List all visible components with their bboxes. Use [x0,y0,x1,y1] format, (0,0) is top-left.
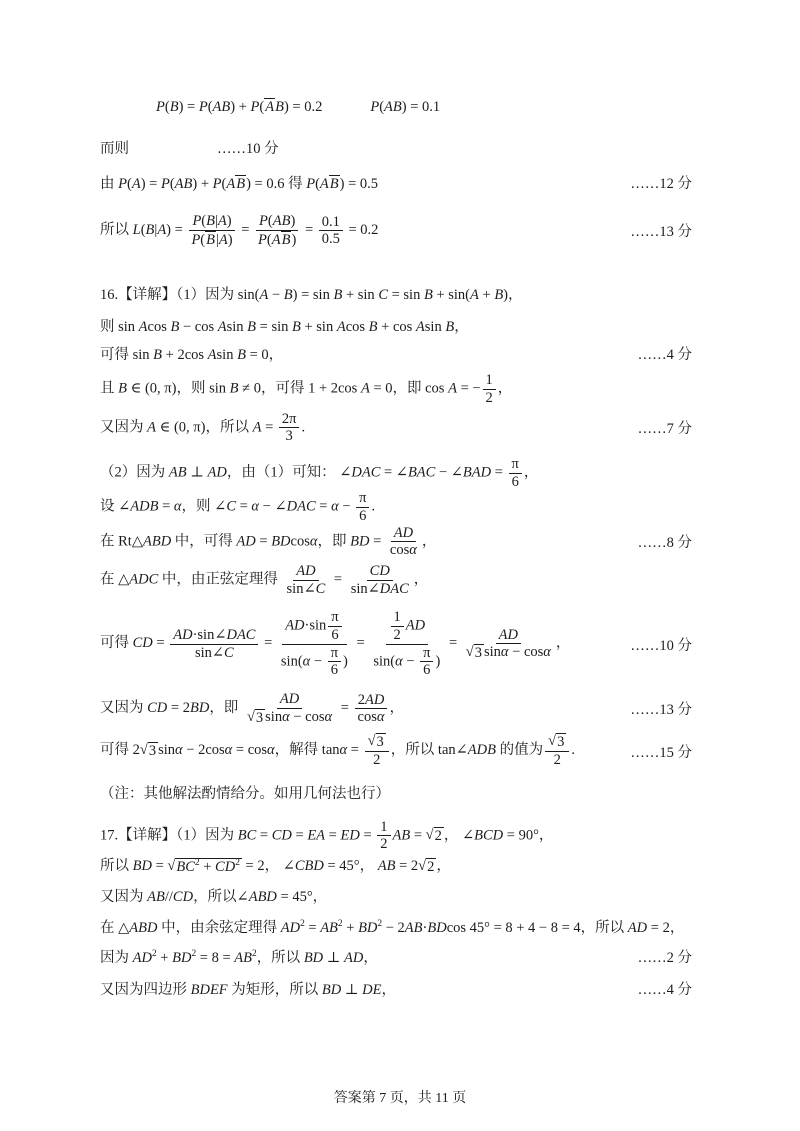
fraction: $\frac{\pi}{6}$ [356,490,369,524]
line-q16-p2-1 [100,456,720,490]
line-text: 又因为四边形 BDEF 为矩形，所以 BD ⊥ DE， [100,981,396,998]
overbar: B [236,175,246,192]
score-mark: ……4 分 [637,346,692,363]
line-q16-note [100,782,720,804]
radical: √ 3 [367,733,384,751]
line-q15-formula [100,96,720,118]
fraction: $\frac{1}{2}$ [391,609,404,643]
line-text: 因为 $AD^2 + BD^2 = 8 = AB^2$，所以 BD ⊥ AD， [100,948,378,966]
fraction: $\frac{\pi}{6}$ [509,456,522,490]
fraction: $\frac{AD}{\cos\alpha}$ [389,524,417,559]
fraction: $\frac{1}{2}$ [483,372,496,406]
line-text: P(B) = P(AB) + P(AB) = 0.2 [156,99,323,115]
score-mark: ……2 分 [637,949,692,966]
fraction: $\frac{P(B|A)}{P(B|A)}$ [191,213,233,248]
fraction: $\frac{AD}{\sin\angle C}$ [286,563,326,597]
score-mark: ……15 分 [630,744,692,761]
fraction: $\frac{CD}{\text{sin∠DAC}}$ [350,563,409,597]
line-text: 可得 sin B + 2cos Asin B = 0， [100,346,284,363]
line-q16-1 [100,282,720,304]
line-text: 在 Rt△ABD 中，可得 AD = BDcosα，即 BD = $\frac{AD}{\cos\alpha}$ ， [100,524,437,559]
line-text: 又因为 A ∈ (0, π)，所以 A = $\frac{2\pi}{3}$ . [100,410,306,445]
score-mark: ……8 分 [637,535,692,552]
line-q16-13pts [100,691,720,726]
fraction: $\frac{\pi}{6}$ [328,609,341,643]
line-text: 可得 2 √ 3 sinα − 2cosα = cosα，解得 tanα = √ 3 2 ，所以 tan∠ADB 的值为 √ 3 2 . [100,733,575,769]
line-q16-4pts [100,342,720,364]
line-text: 而则 [100,140,129,157]
fraction: AD √ 3 sinα − cosα [465,626,551,662]
line-text: 可得 CD = $\frac{\text{AD·sin∠DAC}}{\sin\angle C}$ = AD·sin $\frac{\pi}{6}$ sin(α − $\frac{\pi}{6}$ ) = $\frac{1}{2}$ AD sin(α − $\frac{\pi}{6}$ ) = AD √ 3 sinα − cosα ， [100,609,571,679]
line-text: 由 P(A) = P(AB) + P(AB) = 0.6 得 P(AB) = 0.5 [100,175,379,192]
line-q17-4 [100,915,720,937]
line-q15-12 [100,171,720,193]
page-footer: 答案第 7 页，共 11 页 [333,1091,467,1106]
line-text: 又因为 AB//CD，所以∠ABD = 45°， [100,888,328,905]
line-text: 设 ∠ADB = α，则 ∠C = α − ∠DAC = α − $\frac{\pi}{6}$ . [100,490,376,525]
fraction: $\frac{\text{AD·sin∠DAC}}{\sin\angle C}$ [170,627,258,661]
line-q16-10pts [100,609,720,679]
line-text: 所以 BD = √ $BC^2 + CD^2$ = 2， ∠CBD = 45°， AB = 2 √ 2 ， [100,858,451,876]
fraction: $\frac{P(AB)}{P(AB)}$ [258,213,297,248]
fraction: $\frac{\pi}{6}$ [420,645,433,679]
fraction: AD √ 3 sinα − cosα [246,691,333,726]
line-q17-1 [100,819,720,853]
line-text: 则 sin Acos B − cos Asin B = sin B + sin Acos B + cos Asin B， [100,318,469,335]
radical: √ 2 [425,827,442,845]
radical: √ 2 [418,858,435,876]
overbar: A [265,99,275,115]
radical: √ $BC^2 + CD^2$ [167,858,240,876]
line-text: 且 B ∈ (0, π)，则 sin B ≠ 0，可得 1 + 2cos A = 0，即 cos A = − $\frac{1}{2}$ ， [100,372,513,407]
line-text-secondary: P(AB) = 0.1 [370,98,441,115]
line-q17-2 [100,854,720,876]
score-mark: ……4 分 [637,981,692,998]
document-body [100,0,720,999]
line-q16-cosA [100,372,720,406]
line-text: 在 △ABD 中，由余弦定理得 $AD^2 = AB^2 + BD^2 - 2AB\cdot BDcos$ 45° = 8 + 4 − 8 = 4，所以 AD = 2， [100,918,685,936]
fraction: √ 3 2 [365,733,389,768]
line-q15-then [100,136,720,158]
fraction: $\frac{2\pi}{3}$ [279,411,300,445]
fraction: $\frac{1}{2}$ [377,819,390,853]
score-mark: ……12 分 [630,175,692,192]
line-text: （注：其他解法酌情给分。如用几何法也行） [100,786,390,803]
line-q16-15pts [100,733,720,768]
fraction: $\frac{1}{2}$ AD sin(α − $\frac{\pi}{6}$ ) [373,609,441,679]
fraction: AD·sin $\frac{\pi}{6}$ sin(α − $\frac{\pi}{6}$ ) [280,609,348,679]
line-q16-2 [100,314,720,336]
score-mark: ……10 分 [217,140,279,157]
fraction: $\frac{0.1}{0.5}$ [319,214,343,248]
radical: √ 3 [139,742,157,760]
line-text: 又因为 CD = 2BD，即 AD √ 3 sinα − cosα = $\frac{2AD}{\cos\alpha}$ ， [100,691,404,726]
line-q16-8pts [100,525,720,559]
fraction: √ 3 2 [545,733,569,768]
line-q16-sine-rule [100,563,720,597]
line-text: （2）因为 AB ⊥ AD，由（1）可知： ∠DAC = ∠BAC − ∠BAD = $\frac{\pi}{6}$ ， [100,456,539,490]
line-q16-7pts [100,411,720,445]
score-mark: ……13 分 [630,224,692,241]
radical: √ 3 [548,733,565,751]
radical: √ 3 [246,708,264,726]
line-q17-4pts [100,977,720,999]
fraction: $\frac{\pi}{6}$ [328,645,341,679]
line-text: 17.【详解】（1）因为 BC = CD = EA = ED = $\frac{1}{2}$ AB = √ 2 ， ∠BCD = 90°， [100,818,554,853]
line-q17-3 [100,884,720,906]
line-q16-p2-2 [100,490,720,524]
score-mark: ……7 分 [637,421,692,438]
radical: √ 3 [465,644,482,662]
line-text: 在 △ADC 中，由正弦定理得 $\frac{AD}{\sin\angle C}$ = $\frac{CD}{\text{sin∠DAC}}$ ， [100,563,429,597]
score-mark: ……10 分 [630,637,692,654]
line-text: 16.【详解】（1）因为 sin(A − B) = sin B + sin C = sin B + sin(A + B)， [100,286,523,303]
line-text: 所以 L(B|A) = $\frac{P(B|A)}{P(B|A)}$ = $\frac{P(AB)}{P(AB)}$ = $\frac{0.1}{0.5}$ = 0.2 [100,213,379,248]
overbar: B [329,175,339,192]
line-q15-13 [100,213,720,248]
fraction: $\frac{2AD}{\cos\alpha}$ [355,692,388,726]
score-mark: ……13 分 [630,702,692,719]
line-q17-2pts [100,945,720,967]
overbar: B [281,231,291,248]
overbar: B [206,231,215,248]
